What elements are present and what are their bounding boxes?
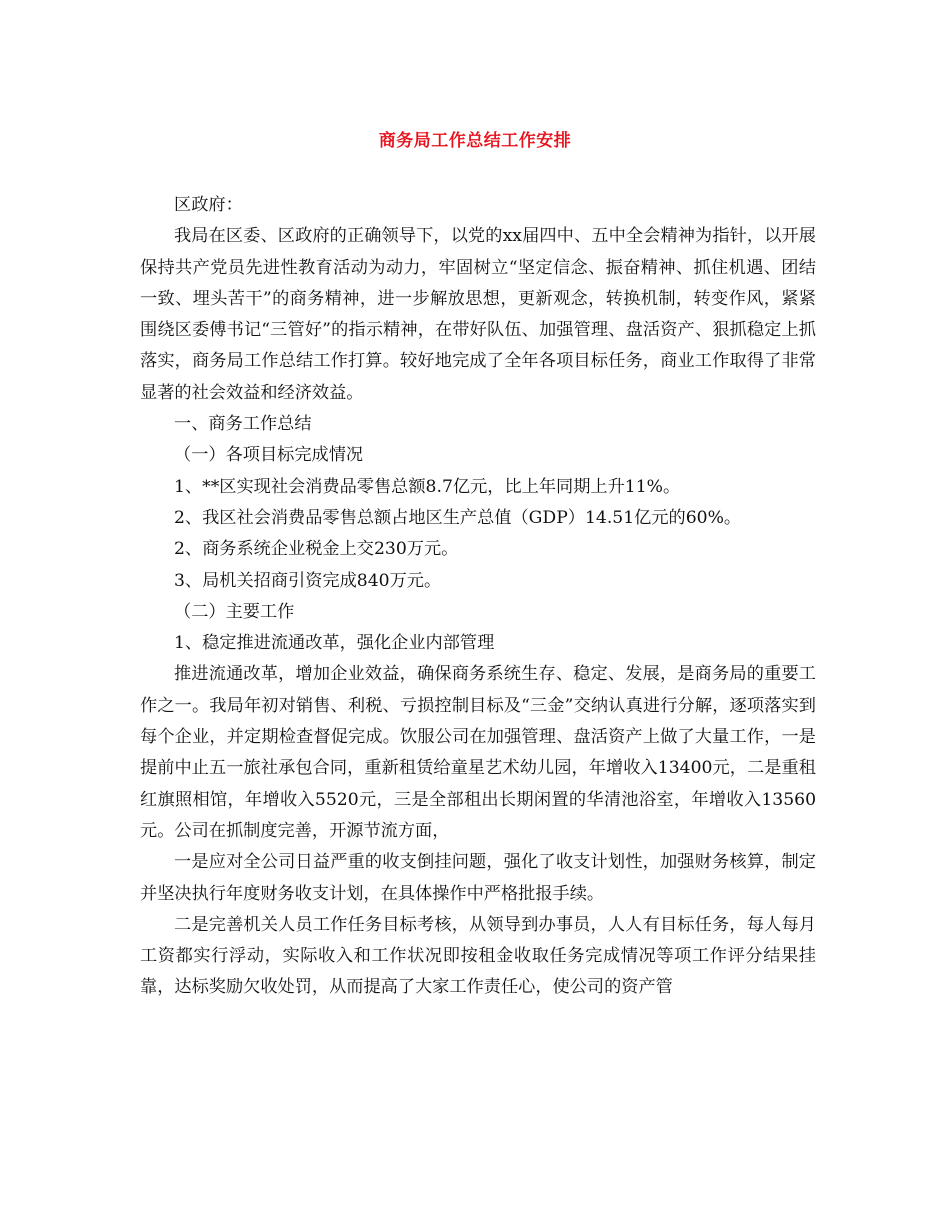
body-paragraph: 二是完善机关人员工作任务目标考核，从领导到办事员，人人有目标任务，每人每月工资都实行浮动，实际收入和工作状况即按租金收取任务完成情况等项工作评分结果挂靠，达标奖励欠收处罚，从而提高了大家工作责任心，使公司的资产管 [140,914,816,998]
document-title: 商务局工作总结工作安排 [378,131,572,151]
salutation-paragraph: 区政府： [174,195,243,215]
list-item: 3、局机关招商引资完成840万元。 [174,570,442,591]
list-item: 2、商务系统企业税金上交230万元。 [174,539,459,560]
list-item: 2、我区社会消费品零售总额占地区生产总值（GDP）14.51亿元的60%。 [174,507,742,528]
list-item: 1、**区实现社会消费品零售总额8.7亿元，比上年同期上升11%。 [174,476,681,497]
subsection-heading: （一）各项目标完成情况 [174,445,364,466]
body-paragraph: 我局在区委、区政府的正确领导下，以党的xx届四中、五中全会精神为指针，以开展保持共产党员先进性教育活动为动力，牢固树立“坚定信念、振奋精神、抓住机遇、团结一致、埋头苦干”的商务精神，进一步解放思想，更新观念，转换机制，转变作风，紧紧围绕区委傅书记“三管好”的指示精神，在带好队伍、加强管理、盘活资产、狠抓稳定上抓落实，商务局工作总结工作打算。较好地完成了全年各项目标任务，商业工作取得了非常显著的社会效益和经济效益。 [140,226,816,403]
document-body [140,190,816,1004]
body-paragraph: 推进流通改革，增加企业效益，确保商务系统生存、稳定、发展，是商务局的重要工作之一。我局年初对销售、利税、亏损控制目标及“三金”交纳认真进行分解，逐项落实到每个企业，并定期检查督促完成。饮服公司在加强管理、盘活资产上做了大量工作，一是提前中止五一旅社承包合同，重新租赁给童星艺术幼儿园，年增收入13400元，二是重租红旗照相馆，年增收入5520元，三是全部租出长期闲置的华清池浴室，年增收入13560元。公司在抓制度完善，开源节流方面， [140,664,816,841]
body-paragraph: 一是应对全公司日益严重的收支倒挂问题，强化了收支计划性，加强财务核算，制定并坚决执行年度财务收支计划，在具体操作中严格批报手续。 [140,852,816,904]
item-heading: 1、稳定推进流通改革，强化企业内部管理 [174,633,495,654]
subsection-heading: （二）主要工作 [174,601,295,622]
section-heading: 一、商务工作总结 [174,414,312,435]
